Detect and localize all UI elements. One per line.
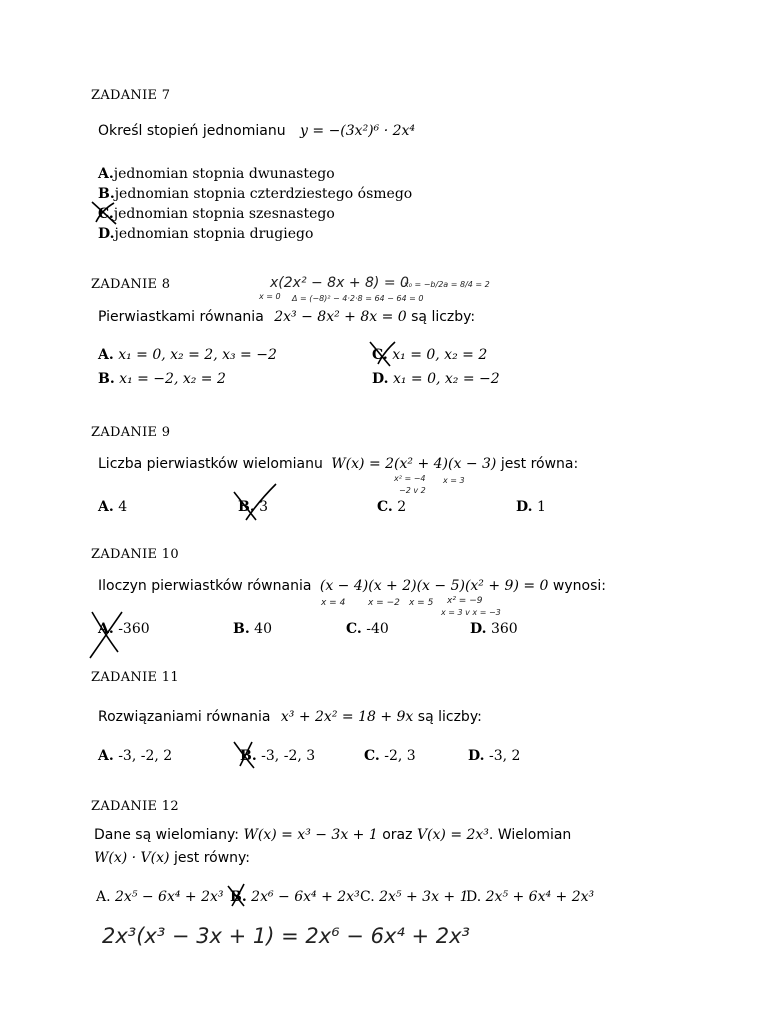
option-letter: D. <box>516 499 533 515</box>
option-text: 4 <box>118 499 128 515</box>
question-suffix: są liczby: <box>417 709 482 725</box>
answer-cross-mark-icon <box>226 882 250 910</box>
option-text: 2 <box>397 499 407 515</box>
option-letter: C. <box>346 621 362 637</box>
option-letter: A. <box>98 621 114 637</box>
handwritten-note: x₀ = −b/2a = 8/4 = 2 <box>404 280 490 289</box>
task-8-option-d[interactable] <box>372 371 500 387</box>
question-formula: W(x) = x³ − 3x + 1 <box>243 827 378 843</box>
option-text: -3, -2, 3 <box>261 748 316 764</box>
option-text: 2x⁶ − 6x⁴ + 2x³ <box>251 889 360 905</box>
task-9-option-c[interactable] <box>377 499 406 515</box>
question-formula: W(x) · V(x) <box>94 850 170 866</box>
option-text: 40 <box>254 621 272 637</box>
option-letter: D. <box>466 889 482 905</box>
option-text: x₁ = 0, x₂ = −2 <box>392 371 500 387</box>
task-7-question <box>98 123 415 139</box>
handwritten-note: x = 0 <box>259 292 281 301</box>
answer-cross-mark-icon <box>84 608 128 662</box>
task-11-question <box>98 709 482 725</box>
question-text: Określ stopień jednomianu <box>98 123 286 139</box>
option-letter: C. <box>98 206 114 222</box>
task-11-option-d[interactable] <box>468 748 520 764</box>
task-8-title: ZADANIE 8 <box>91 277 171 292</box>
task-8-option-a[interactable] <box>98 347 277 363</box>
option-letter: A. <box>98 166 114 182</box>
option-letter: B. <box>240 748 257 764</box>
question-text: oraz <box>382 827 413 843</box>
option-text: 2x⁵ + 3x + 1 <box>379 889 469 905</box>
option-text: x₁ = 0, x₂ = 2, x₃ = −2 <box>118 347 277 363</box>
handwritten-note: −2 v 2 <box>399 486 426 495</box>
handwritten-note: x = −2 <box>368 598 400 608</box>
question-text: jest równy: <box>173 850 251 866</box>
task-7-option-b[interactable] <box>98 186 412 202</box>
handwritten-note: x² = −9 <box>447 596 483 606</box>
option-letter: C. <box>364 748 380 764</box>
option-letter: A. <box>98 748 114 764</box>
task-10-option-d[interactable] <box>470 621 518 637</box>
answer-cross-mark-icon <box>232 740 262 770</box>
handwritten-note: x = 5 <box>409 598 434 608</box>
option-text: -3, 2 <box>488 748 521 764</box>
question-formula: x³ + 2x² = 18 + 9x <box>280 709 414 725</box>
task-11-option-c[interactable] <box>364 748 416 764</box>
option-letter: A. <box>96 889 111 905</box>
task-7-option-d[interactable] <box>98 226 313 242</box>
task-11-title: ZADANIE 11 <box>91 670 179 685</box>
handwritten-note: x(2x² − 8x + 8) = 0 <box>270 275 409 291</box>
question-suffix: są liczby: <box>411 309 476 325</box>
option-text: jednomian stopnia dwunastego <box>113 166 335 182</box>
option-letter: D. <box>470 621 487 637</box>
handwritten-note: x² = −4 <box>394 474 426 483</box>
question-text: Liczba pierwiastków wielomianu <box>98 456 323 472</box>
option-letter: A. <box>98 347 114 363</box>
task-7-option-c[interactable] <box>98 206 335 222</box>
handwritten-note: x = 3 <box>443 476 465 485</box>
option-letter: B. <box>98 371 115 387</box>
task-7-title: ZADANIE 7 <box>91 88 171 103</box>
option-letter: D. <box>98 226 115 242</box>
option-text: 3 <box>259 499 269 515</box>
option-text: 2x⁵ + 6x⁴ + 2x³ <box>485 889 595 905</box>
task-8-option-b[interactable] <box>98 371 226 387</box>
question-formula: V(x) = 2x³ <box>416 827 489 843</box>
question-text: Dane są wielomiany: <box>94 827 239 843</box>
option-text: -2, 3 <box>384 748 416 764</box>
option-letter: B. <box>230 889 247 905</box>
option-text: x₁ = −2, x₂ = 2 <box>119 371 226 387</box>
option-letter: B. <box>238 499 255 515</box>
question-formula: y = −(3x²)⁶ · 2x⁴ <box>300 123 416 139</box>
task-10-option-b[interactable] <box>233 621 272 637</box>
question-suffix: jest równa: <box>500 456 579 472</box>
option-text: -3, -2, 2 <box>118 748 173 764</box>
option-text: 1 <box>536 499 546 515</box>
task-9-question <box>98 456 578 472</box>
task-8-question <box>98 309 475 325</box>
option-text: 360 <box>490 621 518 637</box>
task-10-question <box>98 578 606 594</box>
task-12-option-a[interactable] <box>96 889 224 905</box>
task-12-option-c[interactable] <box>360 889 469 905</box>
question-suffix: wynosi: <box>552 578 606 594</box>
question-text: Pierwiastkami równania <box>98 309 264 325</box>
question-formula: W(x) = 2(x² + 4)(x − 3) <box>331 456 497 472</box>
task-12-question-line-1 <box>94 827 571 843</box>
option-letter: D. <box>468 748 485 764</box>
task-9-title: ZADANIE 9 <box>91 425 171 440</box>
answer-cross-mark-icon <box>232 482 282 524</box>
option-text: 2x⁵ − 6x⁴ + 2x³ <box>115 889 224 905</box>
task-7-option-a[interactable] <box>98 166 335 182</box>
option-text: jednomian stopnia czterdziestego ósmego <box>114 186 413 202</box>
option-letter: B. <box>98 186 115 202</box>
task-9-option-d[interactable] <box>516 499 546 515</box>
option-text: -40 <box>366 621 389 637</box>
answer-cross-mark-icon <box>90 200 120 226</box>
task-12-question-line-2 <box>94 850 250 866</box>
task-10-title: ZADANIE 10 <box>91 547 179 562</box>
question-text: Iloczyn pierwiastków równania <box>98 578 312 594</box>
option-letter: D. <box>372 371 389 387</box>
task-12-title: ZADANIE 12 <box>91 799 179 814</box>
option-letter: C. <box>377 499 393 515</box>
option-text: jednomian stopnia drugiego <box>114 226 314 242</box>
option-letter: C. <box>372 347 388 363</box>
question-formula: 2x³ − 8x² + 8x = 0 <box>274 309 407 325</box>
option-letter: A. <box>98 499 114 515</box>
option-text: x₁ = 0, x₂ = 2 <box>392 347 488 363</box>
question-text: Rozwiązaniami równania <box>98 709 271 725</box>
option-letter: B. <box>233 621 250 637</box>
handwritten-note: x = 4 <box>321 598 346 608</box>
handwritten-note: x = 3 v x = −3 <box>441 608 501 617</box>
task-11-option-a[interactable] <box>98 748 172 764</box>
answer-cross-mark-icon <box>368 340 398 370</box>
option-text: jednomian stopnia szesnastego <box>113 206 335 222</box>
task-9-option-a[interactable] <box>98 499 127 515</box>
task-10-option-c[interactable] <box>346 621 389 637</box>
option-text: -360 <box>118 621 150 637</box>
task-12-option-d[interactable] <box>466 889 594 905</box>
handwritten-solution: 2x³(x³ − 3x + 1) = 2x⁶ − 6x⁴ + 2x³ <box>102 924 470 948</box>
option-letter: C. <box>360 889 375 905</box>
question-text: . Wielomian <box>488 827 572 843</box>
question-formula: (x − 4)(x + 2)(x − 5)(x² + 9) = 0 <box>319 578 549 594</box>
handwritten-note: Δ = (−8)² − 4·2·8 = 64 − 64 = 0 <box>292 294 424 303</box>
